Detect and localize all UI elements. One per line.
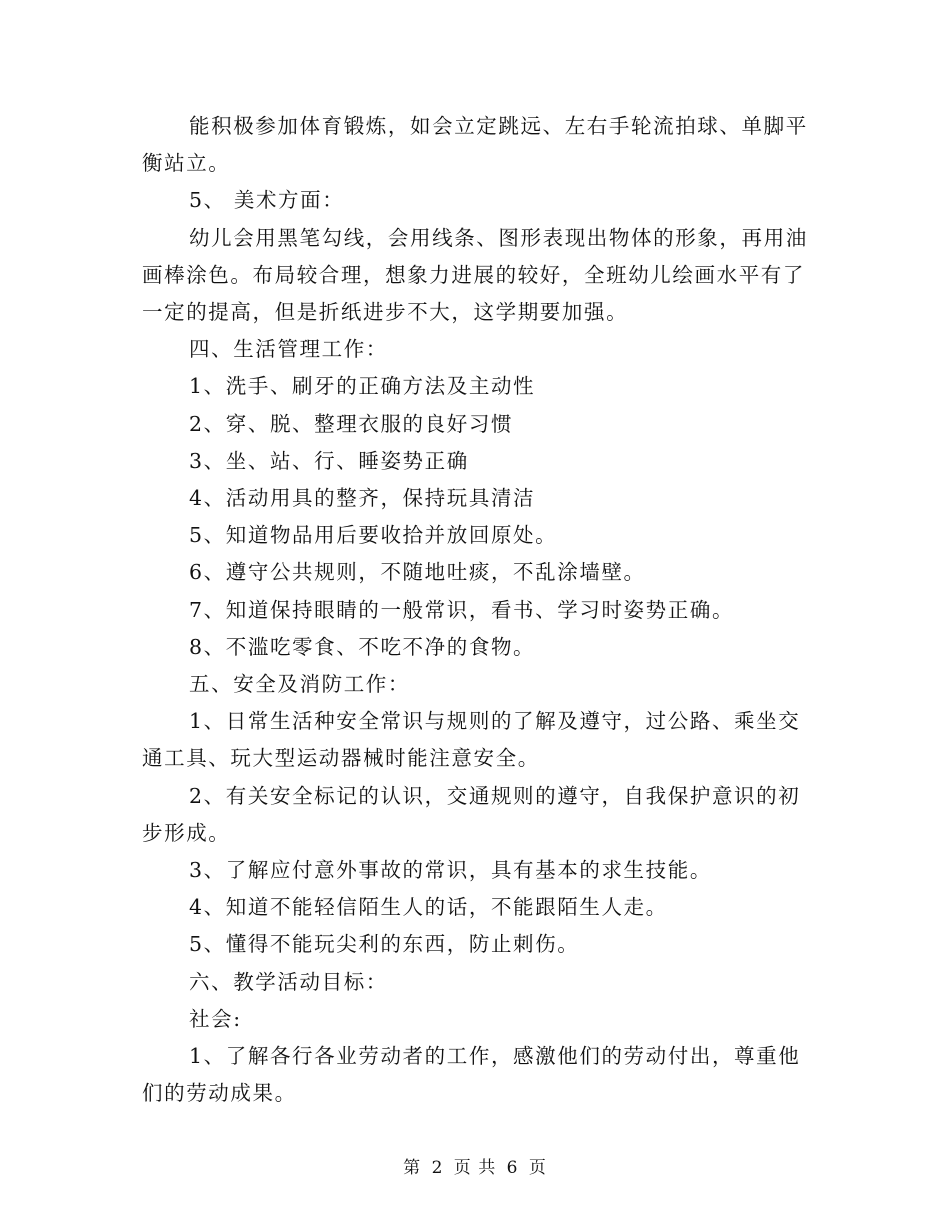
list-item: 5、懂得不能玩尖利的东西，防止刺伤。: [189, 932, 580, 957]
list-item: 1、了解各行各业劳动者的工作，感激他们的劳动付出，尊重他们的劳动成果。: [142, 1044, 801, 1106]
list-item: 1、洗手、刷牙的正确方法及主动性: [189, 374, 536, 399]
list-item: 6、遵守公共规则，不随地吐痰，不乱涂墙壁。: [189, 560, 646, 585]
paragraph: 能积极参加体育锻炼，如会立定跳远、左右手轮流拍球、单脚平衡站立。: [142, 114, 808, 176]
section-heading: 四、生活管理工作：: [189, 337, 388, 362]
paragraph: 5、 美术方面：: [189, 188, 345, 213]
section-heading: 五、安全及消防工作：: [189, 672, 410, 697]
footer-prefix: 第: [403, 1158, 422, 1178]
list-item: 1、日常生活种安全常识与规则的了解及遵守，过公路、乘坐交通工具、玩大型运动器械时能注意安全。: [142, 709, 801, 771]
list-item: 2、有关安全标记的认识，交通规则的遵守，自我保护意识的初步形成。: [142, 783, 801, 845]
footer-middle: 页 共: [453, 1158, 497, 1178]
list-item: 3、坐、站、行、睡姿势正确: [189, 448, 469, 473]
list-item: 5、知道物品用后要收拾并放回原处。: [189, 523, 558, 548]
total-page-count: 6: [506, 1158, 519, 1178]
page-footer: [0, 1153, 950, 1178]
document-body: [142, 108, 810, 1112]
list-item: 2、穿、脱、整理衣服的良好习惯: [189, 411, 514, 436]
section-heading: 六、教学活动目标：: [189, 969, 388, 994]
subsection-heading: 社会:: [189, 1006, 242, 1031]
list-item: 8、不滥吃零食、不吃不净的食物。: [189, 634, 536, 659]
list-item: 3、了解应付意外事故的常识，具有基本的求生技能。: [189, 858, 712, 883]
list-item: 7、知道保持眼睛的一般常识，看书、学习时姿势正确。: [189, 597, 735, 622]
footer-suffix: 页: [528, 1158, 547, 1178]
list-item: 4、活动用具的整齐，保持玩具清洁: [189, 486, 536, 511]
current-page-number: 2: [431, 1158, 444, 1178]
paragraph: 幼儿会用黑笔勾线，会用线条、图形表现出物体的形象，再用油画棒涂色。布局较合理，想象力进展的较好，全班幼儿绘画水平有了一定的提高，但是折纸进步不大，这学期要加强。: [142, 225, 808, 325]
list-item: 4、知道不能轻信陌生人的话，不能跟陌生人走。: [189, 895, 668, 920]
